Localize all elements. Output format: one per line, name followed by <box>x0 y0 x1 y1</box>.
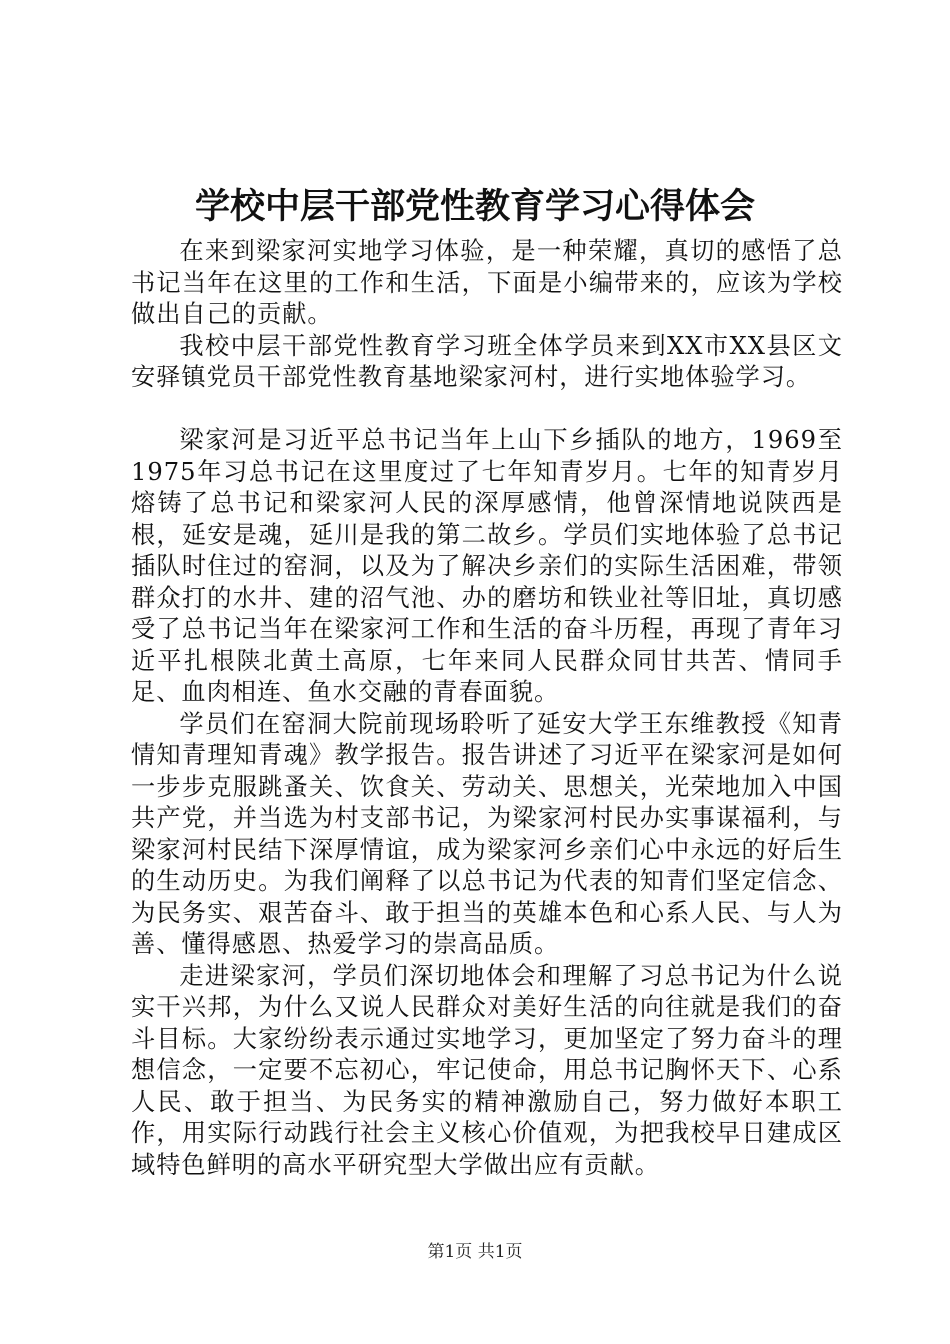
document-title: 学校中层干部党性教育学习心得体会 <box>194 186 755 227</box>
paragraph-conclusion: 走进梁家河，学员们深切地体会和理解了习总书记为什么说实干兴邦，为什么又说人民群众对美好生活的向往就是我们的奋斗目标。大家纷纷表示通过实地学习，更加坚定了努力奋斗的理想信念，一定要不忘初心，牢记使命，用总书记胸怀天下、心系人民、敢于担当、为民务实的精神激励自己，努力做好本职工作，用实际行动践行社会主义核心价值观，为把我校早日建成区域特色鲜明的高水平研究型大学做出应有贡献。 <box>131 961 843 1179</box>
paragraph-visit: 我校中层干部党性教育学习班全体学员来到XX市XX县区文安驿镇党员干部党性教育基地梁家河村，进行实地体验学习。 <box>131 331 843 391</box>
document-body <box>131 236 843 1181</box>
paragraph-history: 梁家河是习近平总书记当年上山下乡插队的地方，1969至1975年习总书记在这里度过了七年知青岁月。七年的知青岁月熔铸了总书记和梁家河人民的深厚感情，他曾深情地说陕西是根，延安是魂，延川是我的第二故乡。学员们实地体验了总书记插队时住过的窑洞，以及为了解决乡亲们的实际生活困难，带领群众打的水井、建的沼气池、办的磨坊和铁业社等旧址，真切感受了总书记当年在梁家河工作和生活的奋斗历程，再现了青年习近平扎根陕北黄土高原，七年来同人民群众同甘共苦、情同手足、血肉相连、鱼水交融的青春面貌。 <box>131 426 843 706</box>
paragraph-lecture: 学员们在窑洞大院前现场聆听了延安大学王东维教授《知青情知青理知青魂》教学报告。报告讲述了习近平在梁家河是如何一步步克服跳蚤关、饮食关、劳动关、思想关，光荣地加入中国共产党，并当选为村支部书记，为梁家河村民办实事谋福利，与梁家河村民结下深厚情谊，成为梁家河乡亲们心中永远的好后生的生动历史。为我们阐释了以总书记为代表的知青们坚定信念、为民务实、艰苦奋斗、敢于担当的英雄本色和心系人民、与人为善、懂得感恩、热爱学习的崇高品质。 <box>131 709 843 958</box>
paragraph-intro: 在来到梁家河实地学习体验，是一种荣耀，真切的感悟了总书记当年在这里的工作和生活，下面是小编带来的，应该为学校做出自己的贡献。 <box>131 237 843 328</box>
page-footer: 第1页 共1页 <box>427 1242 523 1262</box>
